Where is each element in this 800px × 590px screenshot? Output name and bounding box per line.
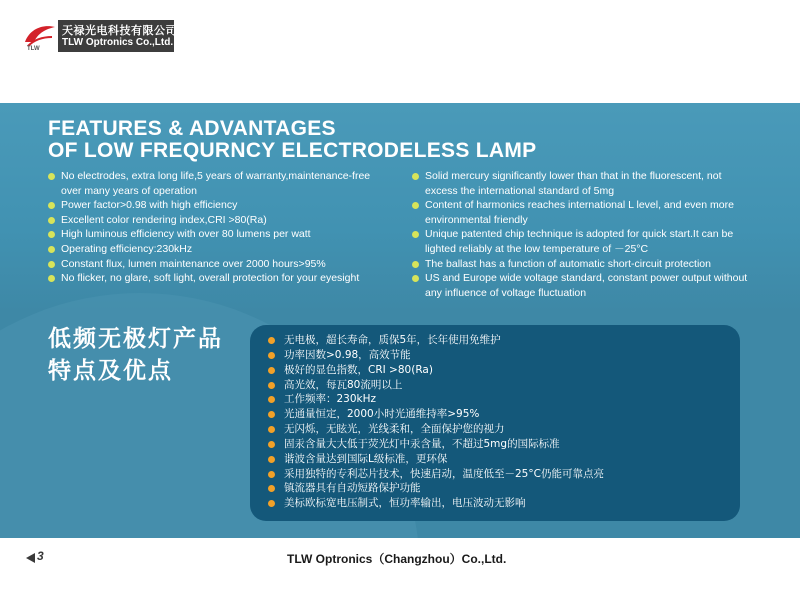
previous-page-arrow-icon[interactable]: [26, 553, 35, 563]
feature-item-cn: 无闪烁，无眩光，光线柔和，全面保护您的视力: [268, 422, 604, 437]
feature-item-cn: 采用独特的专利芯片技术，快速启动，温度低至－25°C仍能可靠点亮: [268, 467, 604, 482]
bullet-icon: [412, 231, 419, 238]
svg-text:TLW: TLW: [27, 46, 40, 52]
company-logo: [22, 20, 177, 52]
company-name-cn: 天禄光电科技有限公司: [62, 24, 177, 37]
bullet-icon: [268, 396, 275, 403]
feature-item-cn: 光通量恒定，2000小时光通维持率>95%: [268, 407, 604, 422]
feature-item: US and Europe wide voltage standard, constant power output without any influence of voltage fluctuation: [412, 271, 752, 300]
feature-item: Solid mercury significantly lower than that in the fluorescent, not excess the international standard of 5mg: [412, 169, 752, 198]
features-title-cn: [48, 323, 223, 387]
bullet-icon: [268, 367, 275, 374]
feature-item: Unique patented chip technique is adopted for quick start.It can be lighted reliably at the low temperature of －25°C: [412, 227, 752, 256]
feature-item: No flicker, no glare, soft light, overall protection for your eyesight: [48, 271, 378, 286]
bullet-icon: [268, 456, 275, 463]
features-title-cn-line2: 特点及优点: [48, 358, 173, 384]
bullet-icon: [268, 471, 275, 478]
bullet-icon: [268, 352, 275, 359]
footer-company: TLW Optronics（Changzhou）Co.,Ltd.: [287, 552, 507, 566]
feature-item: No electrodes, extra long life,5 years of warranty,maintenance-free over many years of operation: [48, 169, 378, 198]
feature-item-cn: 无电极，超长寿命，质保5年，长年使用免维护: [268, 333, 604, 348]
bullet-icon: [412, 173, 419, 180]
bullet-icon: [48, 275, 55, 282]
bullet-icon: [412, 261, 419, 268]
features-title: [48, 118, 536, 162]
feature-item: High luminous efficiency with over 80 lumens per watt: [48, 227, 378, 242]
bullet-icon: [48, 231, 55, 238]
feature-item-cn: 工作频率：230kHz: [268, 392, 604, 407]
feature-item: Power factor>0.98 with high efficiency: [48, 198, 378, 213]
feature-item: Operating efficiency:230kHz: [48, 242, 378, 257]
feature-item: Constant flux, lumen maintenance over 2000 hours>95%: [48, 257, 378, 272]
bullet-icon: [268, 426, 275, 433]
bullet-icon: [48, 261, 55, 268]
features-title-cn-line1: 低频无极灯产品: [48, 326, 223, 352]
features-title-line2: OF LOW FREQURNCY ELECTRODELESS LAMP: [48, 139, 537, 162]
feature-item: Excellent color rendering index,CRI >80(Ra): [48, 213, 378, 228]
features-title-line1: FEATURES & ADVANTAGES: [48, 117, 336, 140]
bullet-icon: [268, 485, 275, 492]
logo-emblem-icon: [22, 20, 58, 52]
features-list-cn: [268, 333, 604, 511]
feature-item-cn: 功率因数>0.98，高效节能: [268, 348, 604, 363]
bullet-icon: [268, 441, 275, 448]
company-name-en: TLW Optronics Co.,Ltd.: [62, 37, 174, 48]
features-list-right: [412, 169, 752, 300]
feature-item-cn: 固汞含量大大低于荧光灯中汞含量，不超过5mg的国际标准: [268, 437, 604, 452]
feature-item: The ballast has a function of automatic short-circuit protection: [412, 257, 752, 272]
bullet-icon: [48, 202, 55, 209]
bullet-icon: [48, 173, 55, 180]
bullet-icon: [268, 382, 275, 389]
features-band: [0, 103, 800, 538]
bullet-icon: [412, 275, 419, 282]
feature-item-cn: 极好的显色指数，CRI >80(Ra): [268, 363, 604, 378]
feature-item-cn: 美标欧标宽电压制式，恒功率输出，电压波动无影响: [268, 496, 604, 511]
feature-item-cn: 高光效，每瓦80流明以上: [268, 378, 604, 393]
feature-item: Content of harmonics reaches international L level, and even more environmental friendly: [412, 198, 752, 227]
bullet-icon: [412, 202, 419, 209]
page-number: 3: [37, 549, 44, 563]
features-list-left: [48, 169, 378, 286]
bullet-icon: [268, 411, 275, 418]
bullet-icon: [268, 500, 275, 507]
bullet-icon: [268, 337, 275, 344]
feature-item-cn: 谐波含量达到国际L级标准，更环保: [268, 452, 604, 467]
features-cn-box: [250, 325, 740, 521]
feature-item-cn: 镇流器具有自动短路保护功能: [268, 481, 604, 496]
bullet-icon: [48, 246, 55, 253]
bullet-icon: [48, 217, 55, 224]
